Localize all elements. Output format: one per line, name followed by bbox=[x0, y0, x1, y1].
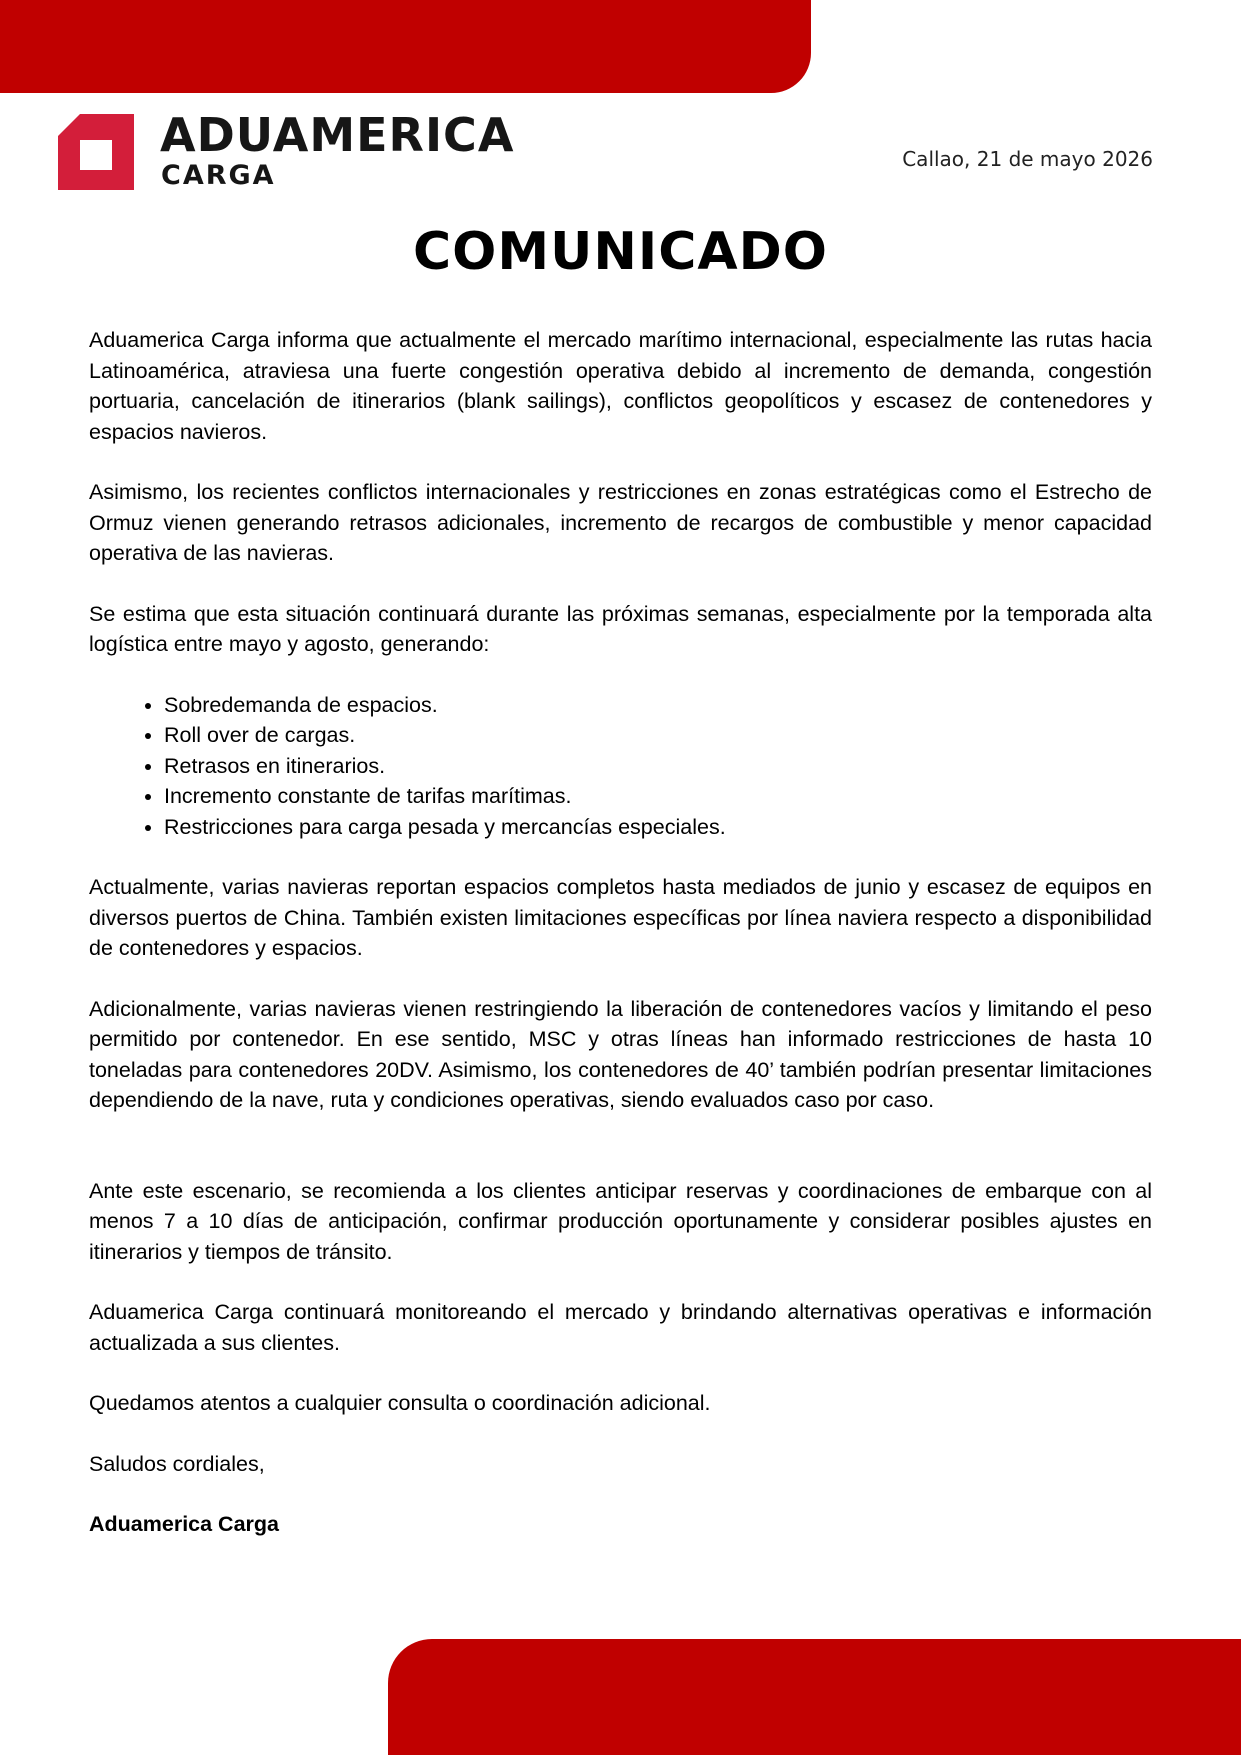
logo-mark-icon bbox=[58, 114, 134, 190]
document-body bbox=[89, 325, 1152, 1570]
document-title: COMUNICADO bbox=[413, 222, 828, 282]
logo-name: ADUAMERICA bbox=[160, 108, 515, 162]
effects-list bbox=[89, 690, 1152, 843]
footer-red-band bbox=[388, 1639, 1241, 1755]
paragraph-6: Ante este escenario, se recomienda a los clientes anticipar reservas y coordinaciones de embarque con al menos 7 a 10 días de anticipación, confirmar producción oportunamente y considerar posibles ajustes en itinerarios y tiempos de tránsito. bbox=[89, 1178, 1152, 1264]
document-date: Callao, 21 de mayo 2026 bbox=[902, 147, 1153, 171]
header-red-band bbox=[0, 0, 811, 93]
paragraph-3: Se estima que esta situación continuará durante las próximas semanas, especialmente por la temporada alta logística entre mayo y agosto, generando: bbox=[89, 601, 1152, 656]
company-logo bbox=[58, 108, 515, 192]
list-item: • Retrasos en itinerarios. bbox=[164, 751, 1152, 782]
list-item: • Roll over de cargas. bbox=[164, 720, 1152, 751]
signature: Aduamerica Carga bbox=[89, 1512, 279, 1536]
list-item: • Incremento constante de tarifas marítimas. bbox=[164, 781, 1152, 812]
closing: Saludos cordiales, bbox=[89, 1451, 265, 1476]
paragraph-4: Actualmente, varias navieras reportan espacios completos hasta mediados de junio y escasez de equipos en diversos puertos de China. También existen limitaciones específicas por línea naviera respecto a disponibilidad de contenedores y espacios. bbox=[89, 875, 1152, 960]
list-item: • Restricciones para carga pesada y mercancías especiales. bbox=[164, 812, 1152, 843]
logo-subtitle: CARGA bbox=[161, 160, 276, 191]
paragraph-7: Aduamerica Carga continuará monitoreando el mercado y brindando alternativas operativas e información actualizada a sus clientes. bbox=[89, 1300, 1152, 1355]
paragraph-8: Quedamos atentos a cualquier consulta o coordinación adicional. bbox=[89, 1391, 711, 1415]
paragraph-1: Aduamerica Carga informa que actualmente el mercado marítimo internacional, especialmente las rutas hacia Latinoamérica, atraviesa una fuerte congestión operativa debido al incremento de demanda, congestión portuaria, cancelación de itinerarios (blank sailings), conflictos geopolíticos y escasez de contenedores y espacios navieros. bbox=[89, 328, 1152, 444]
paragraph-5: Adicionalmente, varias navieras vienen restringiendo la liberación de contenedores vacíos y limitando el peso permitido por contenedor. En ese sentido, MSC y otras líneas han informado restricciones de hasta 10 toneladas para contenedores 20DV. Asimismo, los contenedores de 40’ también podrían presentar limitaciones dependiendo de la nave, ruta y condiciones operativas, siendo evaluados caso por caso. bbox=[89, 996, 1152, 1112]
paragraph-2: Asimismo, los recientes conflictos internacionales y restricciones en zonas estratégicas como el Estrecho de Ormuz vienen generando retrasos adicionales, incremento de recargos de combustible y menor capacidad operativa de las navieras. bbox=[89, 480, 1152, 565]
list-item: • Sobredemanda de espacios. bbox=[164, 690, 1152, 721]
